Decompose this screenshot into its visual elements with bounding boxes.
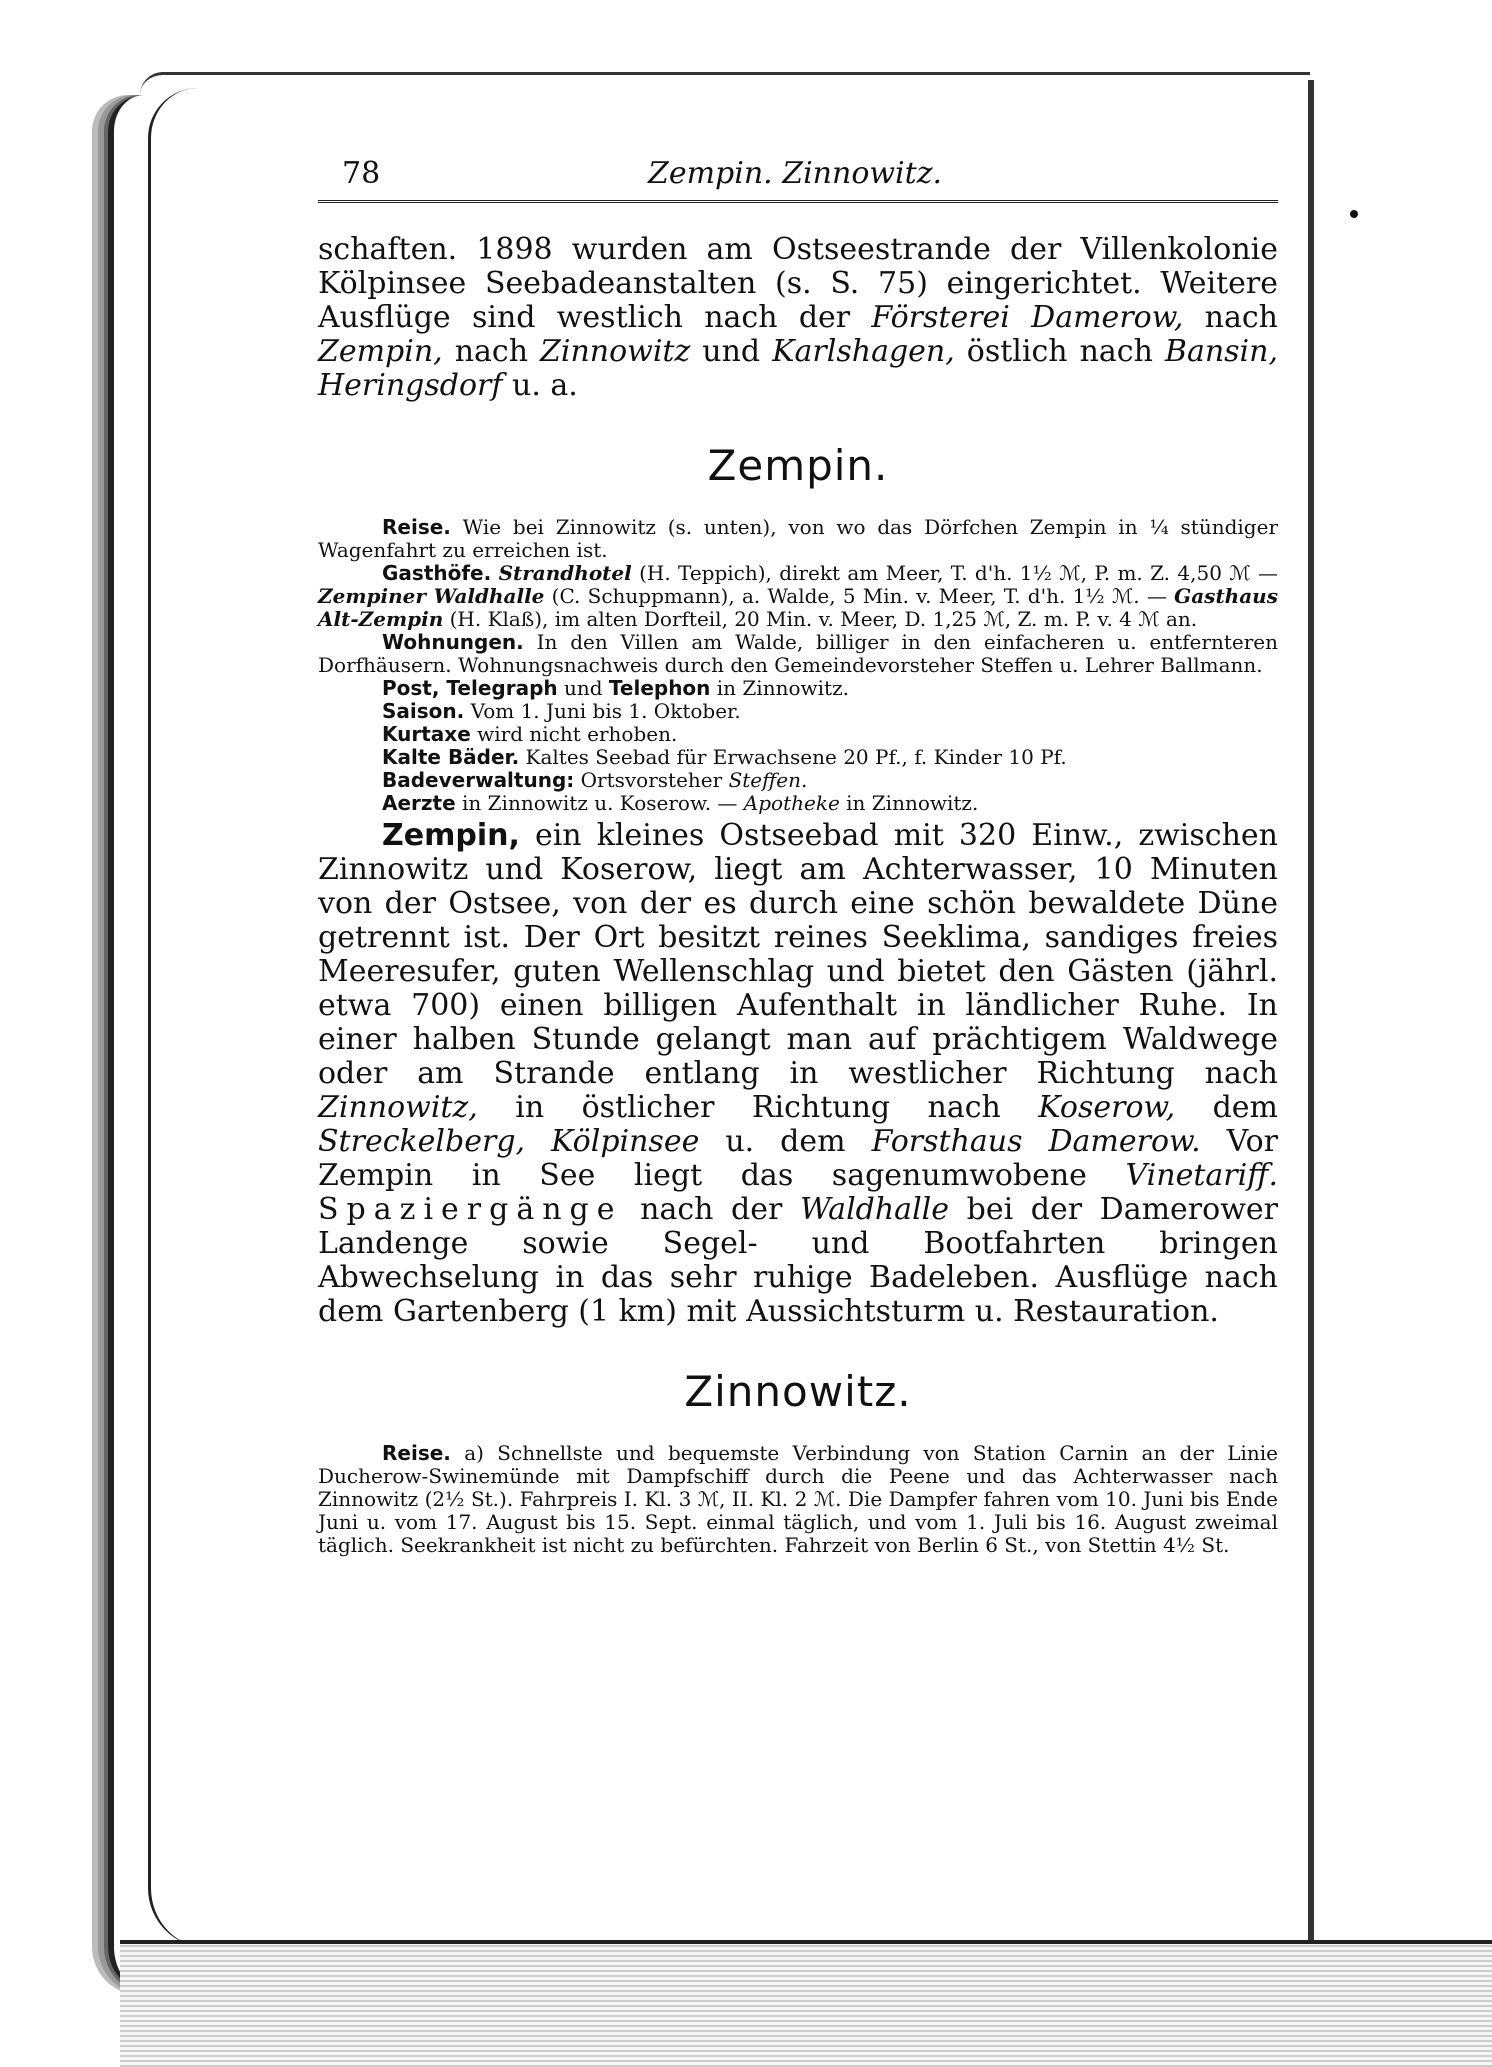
- hotel-name: Zempiner Waldhalle: [318, 584, 545, 608]
- place-name: Zempin,: [318, 334, 443, 369]
- text-run: dem: [1175, 1090, 1278, 1125]
- place-name: Forsthaus Damerow.: [871, 1124, 1201, 1159]
- text-run: ein kleines Ostseebad mit 320 Einw., zwischen Zinnowitz und Koserow, liegt am Achterwasser, 10 Minuten von der Ostsee, von der es durch eine schön bewaldete Düne getrennt ist. Der Ort besitzt reines Seeklima, sandiges freies Meeresufer, guten Wellenschlag und bietet den Gästen (jährl. etwa 700) einen billigen Aufenthalt in ländlicher Ruhe. In einer halben Stunde gelangt man auf prächtigem Waldwege oder am Strande entlang in westlicher Richtung nach: [318, 818, 1278, 1091]
- text-run: Ortsvorsteher: [574, 768, 729, 792]
- text-run: a) Schnellste und bequemste Verbindung von Station Carnin an der Linie Ducherow-Swinemünde mit Dampfschiff durch die Peene und das Achterwasser nach Zinnowitz (2½ St.). Fahrpreis I. Kl. 3 ℳ, II. Kl. 2 ℳ. Die Dampfer fahren vom 10. Juni bis Ende Juni u. vom 17. August bis 15. Sept. einmal täglich, und vom 1. Juli bis 16. August zweimal täglich. Seekrankheit ist nicht zu befürchten. Fahrzeit von Berlin 6 St., von Stettin 4½ St.: [318, 1441, 1278, 1557]
- zinnowitz-info-block: [318, 1442, 1278, 1557]
- info-saison: [318, 700, 1278, 723]
- keyword: Reise.: [382, 1441, 451, 1465]
- person-name: Steffen.: [728, 768, 808, 792]
- text-run: Vor Zempin in See liegt das sagenumwobene: [318, 1124, 1278, 1193]
- text-run: in östlicher Richtung nach: [477, 1090, 1039, 1125]
- zempin-info-block: [318, 516, 1278, 815]
- place-name: Zinnowitz: [540, 334, 691, 369]
- info-reise: [318, 516, 1278, 562]
- text-run: bei der Damerower Landenge sowie Segel- und Bootfahrten bringen Abwechselung in das sehr ruhige Badeleben. Ausflüge nach dem Gartenberg (1 km) mit Aussichtsturm u. Restauration.: [318, 1192, 1278, 1329]
- info-kurtaxe: [318, 723, 1278, 746]
- spaced-keyword: Spaziergänge: [318, 1192, 623, 1227]
- keyword: Kurtaxe: [382, 722, 471, 746]
- section-title-zinnowitz: Zinnowitz.: [684, 1367, 912, 1416]
- margin-dot: [1350, 210, 1358, 218]
- info-reise-zinnowitz: [318, 1442, 1278, 1557]
- info-badeverwaltung: [318, 769, 1278, 792]
- text-run: u. dem: [699, 1124, 872, 1159]
- keyword: Saison.: [382, 699, 465, 723]
- text-run: u. a.: [502, 368, 578, 403]
- text-run: (H. Teppich), direkt am Meer, T. d'h. 1½ ℳ, P. m. Z. 4,50 ℳ —: [631, 561, 1278, 585]
- keyword: Zempin,: [382, 818, 520, 853]
- place-name: Koserow,: [1038, 1090, 1176, 1125]
- page-number: 78: [342, 156, 381, 191]
- keyword: Gasthöfe.: [382, 561, 492, 585]
- keyword: Telephon: [608, 676, 711, 700]
- keyword: Wohnungen.: [382, 630, 524, 654]
- text-run: und: [690, 334, 773, 369]
- text-run: wird nicht erhoben.: [470, 722, 678, 746]
- info-baeder: [318, 746, 1278, 769]
- text-run: (H. Klaß), im alten Dorfteil, 20 Min. v. Meer, D. 1,25 ℳ, Z. m. P. v. 4 ℳ an.: [443, 607, 1198, 631]
- zempin-description: [318, 819, 1278, 1329]
- keyword: Reise.: [382, 515, 451, 539]
- keyword: Aerzte: [382, 791, 456, 815]
- text-run: östlich nach: [954, 334, 1165, 369]
- text-run: (C. Schuppmann), a. Walde, 5 Min. v. Meer, T. d'h. 1½ ℳ. —: [544, 584, 1175, 608]
- hotel-name: Gasthaus Alt-Zempin: [318, 584, 1278, 631]
- page-content: [318, 150, 1278, 1557]
- info-post: [318, 677, 1278, 700]
- place-name: Bansin, Heringsdorf: [318, 334, 1279, 403]
- text-run: in Zinnowitz.: [710, 676, 849, 700]
- place-name: Vinetariff.: [1125, 1158, 1278, 1193]
- place-name: Zinnowitz,: [318, 1090, 478, 1125]
- keyword: Badeverwaltung:: [382, 768, 575, 792]
- text-run: nach: [442, 334, 541, 369]
- text-run: [491, 561, 498, 585]
- place-name: Försterei Damerow,: [871, 300, 1184, 335]
- text-run: in Zinnowitz.: [839, 791, 979, 815]
- place-name: Waldhalle: [799, 1192, 950, 1227]
- info-wohnungen: [318, 631, 1278, 677]
- intro-paragraph: [318, 233, 1278, 403]
- text-run: Kaltes Seebad für Erwachsene 20 Pf., f. Kinder 10 Pf.: [519, 745, 1067, 769]
- text-run: Wie bei Zinnowitz (s. unten), von wo das Dörfchen Zempin in ¼ stündiger Wagenfahrt zu erreichen ist.: [318, 515, 1278, 562]
- keyword: Post, Telegraph: [382, 676, 558, 700]
- page-header: [318, 150, 1278, 203]
- running-title: Zempin. Zinnowitz.: [648, 156, 943, 191]
- info-aerzte: [318, 792, 1278, 815]
- text-run: Vom 1. Juni bis 1. Oktober.: [464, 699, 741, 723]
- text-run: schaften. 1898 wurden am Ostseestrande der Villenkolonie Kölpinsee Seebadeanstalten (s. S. 75) eingerichtet. Weitere Ausflüge sind westlich nach der: [318, 232, 1278, 335]
- text-run: in Zinnowitz u. Koserow. —: [455, 791, 744, 815]
- text-run: nach der: [622, 1192, 800, 1227]
- info-gasthoefe: [318, 562, 1278, 631]
- page-gutter-line: [1308, 80, 1314, 1960]
- book-bottom-edge: [120, 1940, 1492, 2067]
- section-title-zempin: Zempin.: [707, 441, 889, 490]
- hotel-name: Strandhotel: [498, 561, 632, 585]
- place-name: Streckelberg, Kölpinsee: [318, 1124, 700, 1159]
- text-run: nach: [1183, 300, 1278, 335]
- text-run: In den Villen am Walde, billiger in den einfacheren u. entfernteren Dorfhäusern. Wohnungsnachweis durch den Gemeindevorsteher Steffen u. Lehrer Ballmann.: [318, 630, 1278, 677]
- keyword: Kalte Bäder.: [382, 745, 520, 769]
- place-name: Apotheke: [743, 791, 840, 815]
- text-run: und: [557, 676, 609, 700]
- place-name: Karlshagen,: [772, 334, 955, 369]
